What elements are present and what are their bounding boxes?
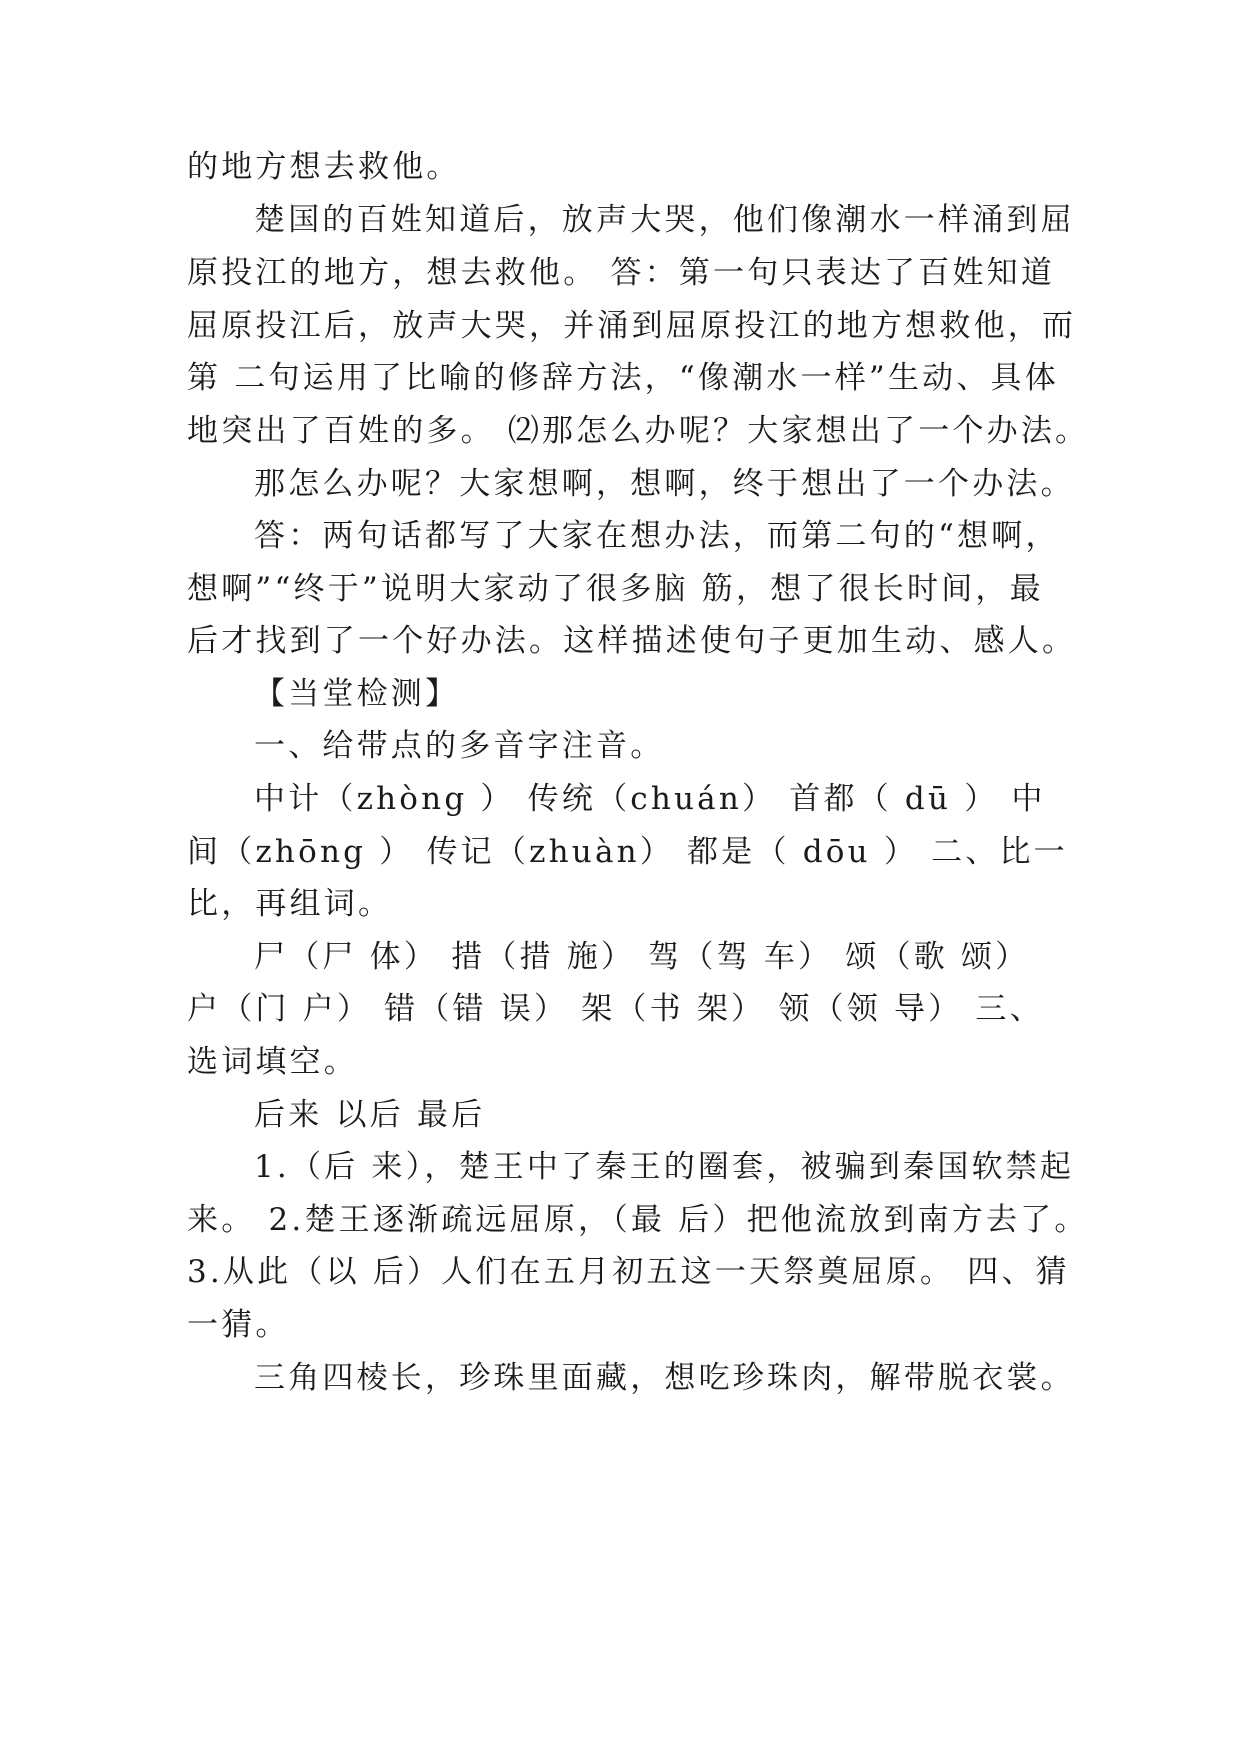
text-line: 选词填空。 [187,1044,358,1080]
text-line: 那怎么办呢？大家想啊，想啊，终于想出了一个办法。 [254,466,1075,502]
text-line: 的地方想去救他。 [187,149,461,185]
text-line: 三角四棱长，珍珠里面藏，想吃珍珠肉，解带脱衣裳。 [254,1360,1075,1396]
text-line: 中计（zhòng ） 传统（chuán） 首都（ dū ） 中 [254,781,1046,817]
text-line: 原投江的地方，想去救他。 答：第一句只表达了百姓知道 [187,255,1056,291]
text-line: 比，再组词。 [187,886,393,922]
text-line: 1.（后 来），楚王中了秦王的圈套，被骗到秦国软禁起 [254,1149,1075,1185]
text-line: 后才找到了一个好办法。这样描述使句子更加生动、感人。 [187,623,1077,659]
text-line: 尸（尸 体） 措（措 施） 驾（驾 车） 颂（歌 颂） [254,939,1030,975]
question-heading: 一、给带点的多音字注音。 [254,728,665,764]
text-line: 来。 2.楚王逐渐疏远屈原，（最 后）把他流放到南方去了。 [187,1202,1089,1238]
text-line: 3.从此（以 后）人们在五月初五这一天祭奠屈原。 四、猜 [187,1254,1070,1290]
text-line: 地突出了百姓的多。 ⑵那怎么办呢？大家想出了一个办法。 [187,413,1090,449]
text-line: 屈原投江后，放声大哭，并涌到屈原投江的地方想救他，而 [187,308,1077,344]
text-line: 后来 以后 最后 [254,1097,486,1133]
text-line: 答：两句话都写了大家在想办法，而第二句的“想啊， [254,518,1060,554]
text-line: 一猜。 [187,1307,290,1343]
text-line: 间（zhōng ） 传记（zhuàn） 都是（ dōu ） 二、比一 [187,834,1068,870]
section-heading: 【当堂检测】 [254,676,460,712]
text-line: 第 二句运用了比喻的修辞方法，“像潮水一样”生动、具体 [187,360,1059,396]
text-line: 户（门 户） 错（错 误） 架（书 架） 领（领 导） 三、 [187,991,1044,1027]
text-line: 楚国的百姓知道后，放声大哭，他们像潮水一样涌到屈 [254,202,1075,238]
text-line: 想啊”“终于”说明大家动了很多脑 筋，想了很长时间，最 [187,571,1044,607]
